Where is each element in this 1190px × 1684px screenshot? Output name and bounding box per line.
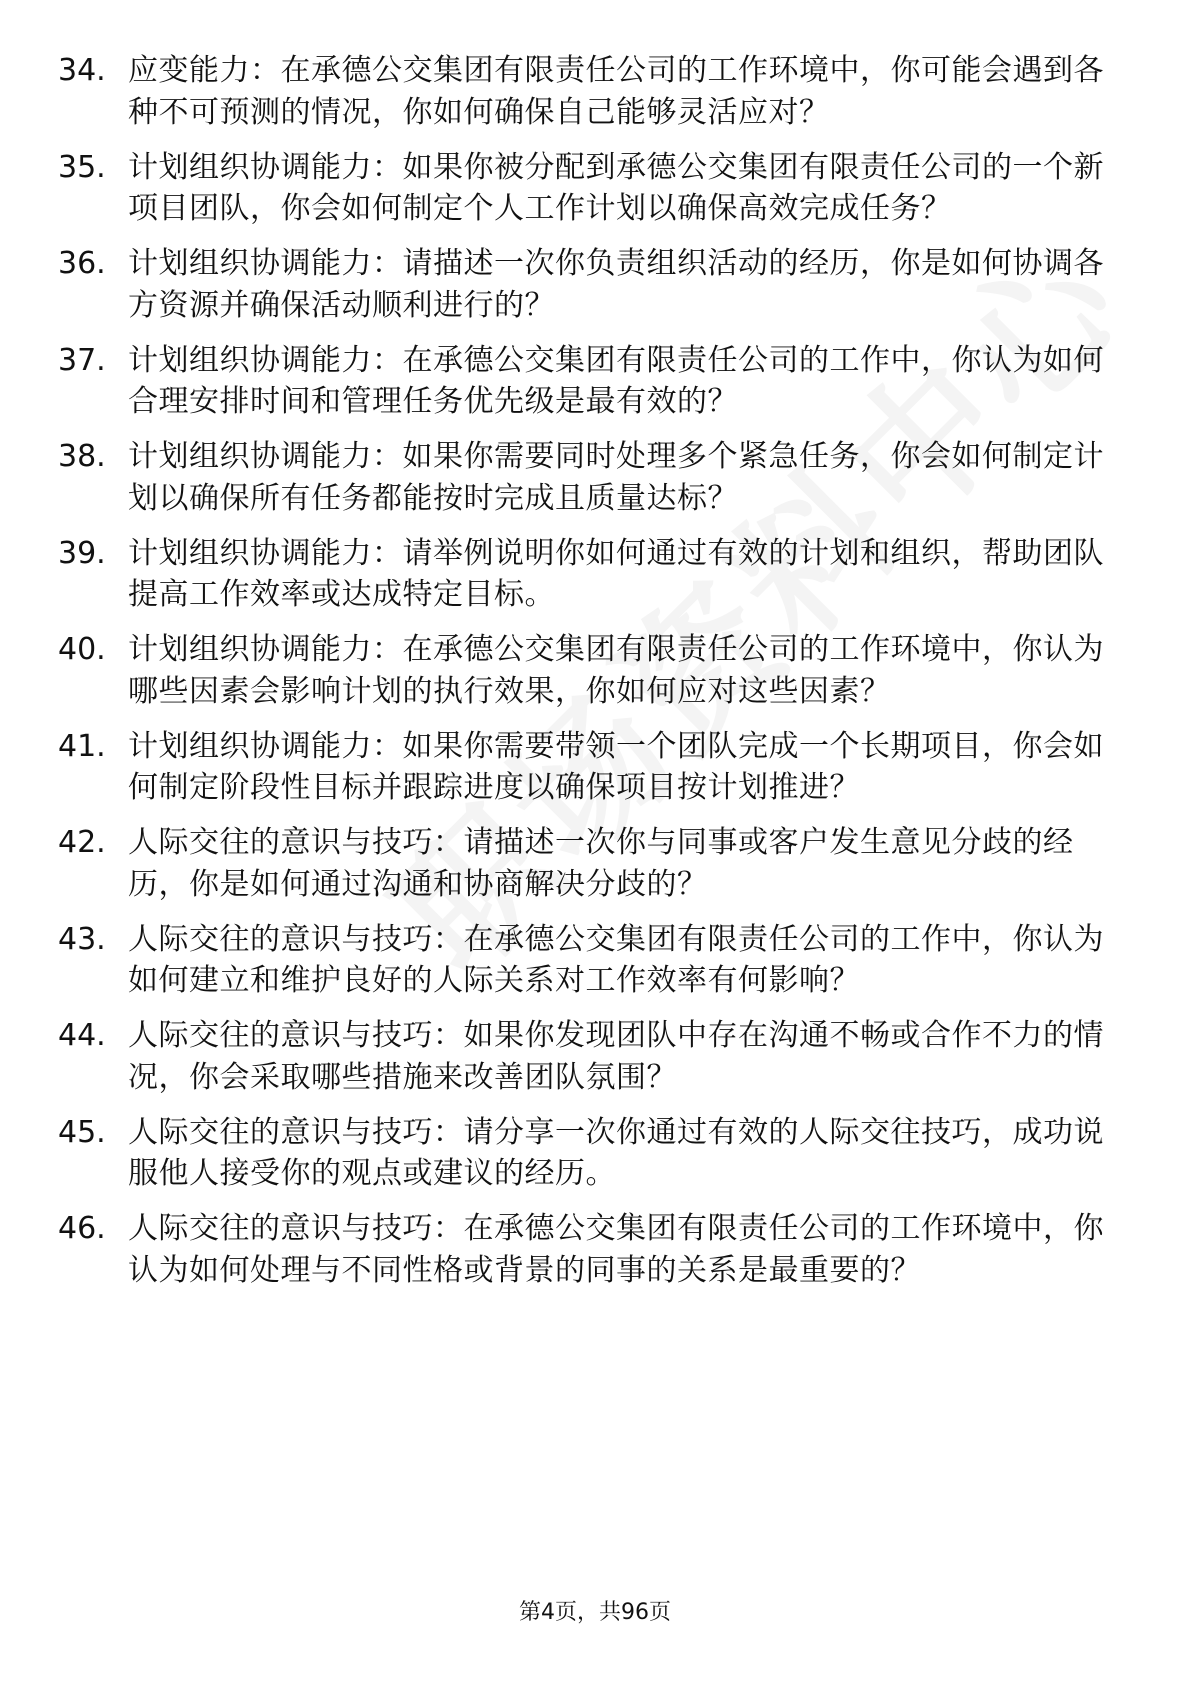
question-text: 计划组织协调能力：请举例说明你如何通过有效的计划和组织，帮助团队提高工作效率或达成特定目标。 — [128, 535, 1104, 612]
list-item — [58, 50, 1108, 133]
question-text: 人际交往的意识与技巧：请描述一次你与同事或客户发生意见分歧的经历，你是如何通过沟通和协商解决分歧的？ — [128, 825, 1074, 902]
question-text: 计划组织协调能力：请描述一次你负责组织活动的经历，你是如何协调各方资源并确保活动顺利进行的？ — [128, 246, 1104, 323]
question-text: 应变能力：在承德公交集团有限责任公司的工作环境中，你可能会遇到各种不可预测的情况，你如何确保自己能够灵活应对？ — [128, 53, 1104, 130]
question-number: 40. — [58, 632, 106, 667]
question-number: 46. — [58, 1211, 106, 1246]
list-item — [58, 533, 1108, 616]
question-number: 41. — [58, 728, 106, 764]
question-number: 35. — [58, 149, 106, 185]
question-number: 36. — [58, 246, 106, 281]
question-number: 34. — [58, 53, 106, 88]
list-item — [58, 147, 1108, 230]
list-item — [58, 436, 1108, 519]
question-text: 计划组织协调能力：如果你被分配到承德公交集团有限责任公司的一个新项目团队，你会如何制定个人工作计划以确保高效完成任务？ — [128, 149, 1104, 226]
question-number: 37. — [58, 342, 106, 378]
question-text: 计划组织协调能力：在承德公交集团有限责任公司的工作环境中，你认为哪些因素会影响计划的执行效果，你如何应对这些因素？ — [128, 632, 1104, 709]
list-item — [58, 1208, 1108, 1291]
question-text: 计划组织协调能力：在承德公交集团有限责任公司的工作中，你认为如何合理安排时间和管理任务优先级是最有效的？ — [128, 342, 1104, 419]
question-text: 计划组织协调能力：如果你需要带领一个团队完成一个长期项目，你会如何制定阶段性目标并跟踪进度以确保项目按计划推进？ — [128, 728, 1104, 805]
question-number: 45. — [58, 1114, 106, 1150]
list-item — [58, 726, 1108, 809]
list-item — [58, 340, 1108, 423]
question-number: 38. — [58, 439, 106, 474]
list-item — [58, 919, 1108, 1002]
list-item — [58, 1015, 1108, 1098]
question-number: 42. — [58, 825, 106, 860]
question-text: 人际交往的意识与技巧：请分享一次你通过有效的人际交往技巧，成功说服他人接受你的观点或建议的经历。 — [128, 1114, 1104, 1191]
question-text: 人际交往的意识与技巧：如果你发现团队中存在沟通不畅或合作不力的情况，你会采取哪些措施来改善团队氛围？ — [128, 1018, 1104, 1095]
question-number: 39. — [58, 535, 106, 571]
list-item — [58, 243, 1108, 326]
question-number: 43. — [58, 921, 106, 957]
question-list — [58, 50, 1108, 1305]
page-number-footer: 第4页，共96页 — [519, 1600, 671, 1625]
question-number: 44. — [58, 1018, 106, 1053]
question-text: 人际交往的意识与技巧：在承德公交集团有限责任公司的工作中，你认为如何建立和维护良好的人际关系对工作效率有何影响？ — [128, 921, 1104, 998]
question-text: 人际交往的意识与技巧：在承德公交集团有限责任公司的工作环境中，你认为如何处理与不同性格或背景的同事的关系是最重要的？ — [128, 1211, 1104, 1288]
list-item — [58, 822, 1108, 905]
list-item — [58, 629, 1108, 712]
list-item — [58, 1112, 1108, 1195]
question-text: 计划组织协调能力：如果你需要同时处理多个紧急任务，你会如何制定计划以确保所有任务都能按时完成且质量达标？ — [128, 439, 1104, 516]
